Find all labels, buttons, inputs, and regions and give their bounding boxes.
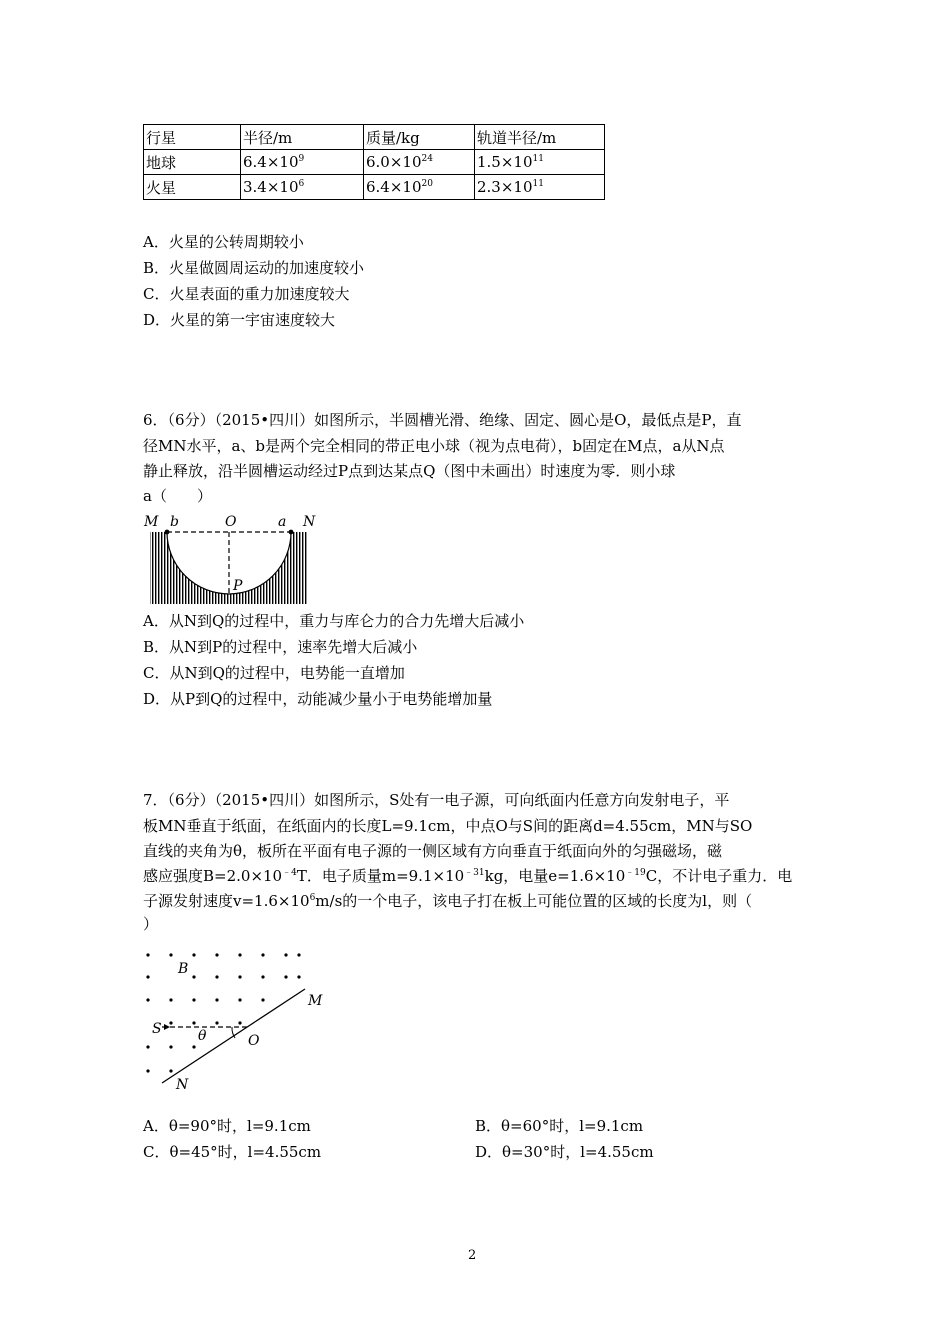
field-dot — [238, 953, 241, 956]
field-dot — [215, 953, 218, 956]
label-a: a — [278, 514, 287, 530]
table-header-cell: 半径/m — [241, 125, 364, 150]
planet-data-table — [143, 124, 605, 200]
q7-stem-line: ） — [143, 915, 159, 933]
table-header-cell: 行星 — [144, 125, 241, 150]
label-m: M — [308, 993, 323, 1009]
table-cell: $6.4\times 10^9$ — [241, 150, 364, 175]
label-m: M — [144, 514, 159, 530]
label-n: N — [176, 1077, 189, 1093]
field-dot — [238, 975, 241, 978]
field-dot — [192, 998, 195, 1001]
label-b: b — [170, 514, 179, 530]
field-dot — [238, 1021, 241, 1024]
arrow-left-icon — [164, 1024, 170, 1030]
table-cell: $2.3\times 10^{11}$ — [475, 175, 605, 200]
q7-stem-line: 感应强度$B=2.0\times 10^{﹣4}T$．电子质量$m=9.1\times 10^{﹣31}kg$，电量$e=1.6\times 10^{﹣19}C$，不计电子重力．电 — [143, 867, 793, 885]
ball-b — [165, 530, 170, 535]
field-dot — [146, 975, 149, 978]
field-dot — [146, 1069, 149, 1072]
table-cell: 火星 — [144, 175, 241, 200]
table-row — [144, 175, 605, 200]
q7-option-a: A．θ=90°时，l=9.1cm — [143, 1117, 311, 1135]
page-number: 2 — [468, 1248, 477, 1263]
field-dot — [215, 975, 218, 978]
field-dot — [297, 975, 300, 978]
label-o: O — [248, 1033, 260, 1049]
field-dot — [297, 953, 300, 956]
field-dot — [238, 998, 241, 1001]
q7-stem-line: 子源发射速度$v=1.6\times 10^6m/s$的一个电子，该电子打在板上可能位置的区域的长度为l，则（ — [143, 892, 753, 910]
q6-stem-line: 6．（6分）（2015•四川）如图所示，半圆槽光滑、绝缘、固定、圆心是O，最低点是P，直 — [143, 411, 742, 429]
field-dot — [261, 953, 264, 956]
q6-option-b: B．从N到P的过程中，速率先增大后减小 — [143, 638, 418, 656]
field-dot — [169, 998, 172, 1001]
field-dot — [169, 1069, 172, 1072]
field-dot — [261, 998, 264, 1001]
q7-option-b: B．θ=60°时，l=9.1cm — [475, 1117, 644, 1135]
q7-option-c: C．θ=45°时，l=4.55cm — [143, 1143, 322, 1161]
field-dot — [192, 1021, 195, 1024]
label-b-field: B — [178, 961, 189, 977]
q5-option-c: C．火星表面的重力加速度较大 — [143, 285, 350, 303]
table-cell: $6.4\times 10^{20}$ — [364, 175, 475, 200]
q7-option-d: D．θ=30°时，l=4.55cm — [475, 1143, 654, 1161]
table-header-cell: 质量/kg — [364, 125, 475, 150]
field-dot — [169, 953, 172, 956]
field-dot — [146, 998, 149, 1001]
table-header-row — [144, 125, 605, 150]
semicircle-trough-figure — [140, 508, 320, 608]
field-dot — [284, 953, 287, 956]
label-theta: θ — [198, 1028, 207, 1044]
table-cell: $3.4\times 10^6$ — [241, 175, 364, 200]
table-cell: $6.0\times 10^{24}$ — [364, 150, 475, 175]
q5-option-a: A．火星的公转周期较小 — [143, 233, 304, 251]
label-s: S — [152, 1021, 162, 1037]
ball-a — [289, 530, 294, 535]
field-dot — [284, 975, 287, 978]
field-dot — [192, 953, 195, 956]
table-cell: $1.5\times 10^{11}$ — [475, 150, 605, 175]
field-dot — [169, 1045, 172, 1048]
table-header-cell: 轨道半径/m — [475, 125, 605, 150]
q7-stem-line: 直线的夹角为θ，板所在平面有电子源的一侧区域有方向垂直于纸面向外的匀强磁场，磁 — [143, 842, 723, 860]
field-dot — [146, 1045, 149, 1048]
field-dot — [215, 998, 218, 1001]
table-cell: 地球 — [144, 150, 241, 175]
magnetic-field-figure — [140, 945, 340, 1095]
field-dot — [192, 975, 195, 978]
q6-stem-line: 静止释放，沿半圆槽运动经过P点到达某点Q（图中未画出）时速度为零．则小球 — [143, 462, 676, 480]
label-n: N — [303, 514, 316, 530]
q6-option-a: A．从N到Q的过程中，重力与库仑力的合力先增大后减小 — [143, 612, 525, 630]
q6-option-c: C．从N到Q的过程中，电势能一直增加 — [143, 664, 405, 682]
field-dot — [215, 1021, 218, 1024]
q7-stem-line: 7．（6分）（2015•四川）如图所示，S处有一电子源，可向纸面内任意方向发射电子，平 — [143, 791, 730, 809]
label-p: P — [233, 578, 243, 594]
q5-option-b: B．火星做圆周运动的加速度较小 — [143, 259, 365, 277]
q7-stem-line: 板MN垂直于纸面，在纸面内的长度L=9.1cm，中点O与S间的距离d=4.55cm，MN与SO — [143, 817, 753, 835]
field-dot — [192, 1045, 195, 1048]
q6-stem-line: a（ ） — [143, 487, 212, 505]
field-dot — [169, 1021, 172, 1024]
table-row — [144, 150, 605, 175]
field-dot — [261, 975, 264, 978]
q6-stem-line: 径MN水平，a、b是两个完全相同的带正电小球（视为点电荷），b固定在M点，a从N点 — [143, 437, 725, 455]
q6-option-d: D．从P到Q的过程中，动能减少量小于电势能增加量 — [143, 690, 493, 708]
q5-option-d: D．火星的第一宇宙速度较大 — [143, 311, 336, 329]
field-dot — [146, 953, 149, 956]
label-o: O — [225, 514, 237, 530]
field-dots — [146, 953, 300, 1072]
